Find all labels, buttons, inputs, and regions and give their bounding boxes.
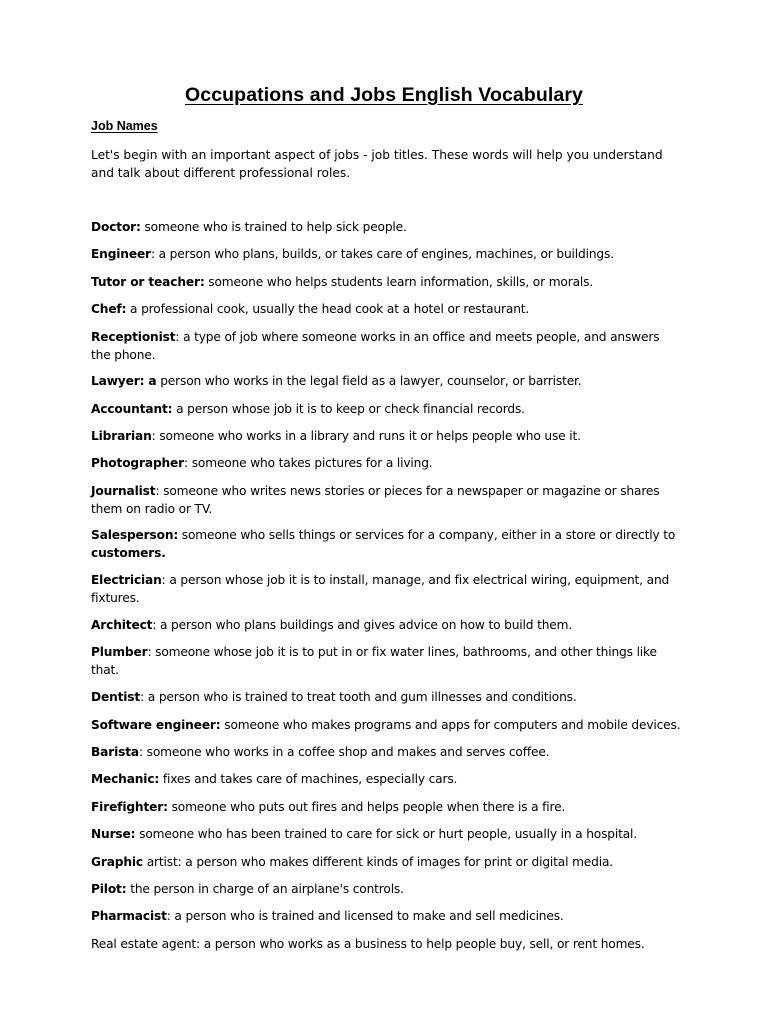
entry-definition: : someone who takes pictures for a living. <box>184 456 433 471</box>
list-item <box>91 300 681 318</box>
entry-definition: artist: a person who makes different kinds of images for print or digital media. <box>143 854 613 869</box>
intro-paragraph: Let's begin with an important aspect of jobs - job titles. These words will help you understand and talk about different professional roles. <box>91 148 663 180</box>
entry-definition: : someone who writes news stories or pieces for a newspaper or magazine or shares them on radio or TV. <box>91 483 660 516</box>
entry-term: Electrician <box>91 572 162 587</box>
list-item <box>91 853 681 871</box>
list-item <box>91 825 681 843</box>
entry-term: Accountant: <box>91 401 173 416</box>
entry-term: Architect <box>91 617 153 632</box>
entry-term: Chef: <box>91 302 127 317</box>
entry-term: Librarian <box>91 428 152 443</box>
list-item <box>91 616 681 634</box>
list-item <box>91 454 681 472</box>
list-item <box>91 526 681 562</box>
list-item <box>91 328 681 364</box>
list-item <box>91 798 681 816</box>
list-item <box>91 571 681 607</box>
list-item <box>91 770 681 788</box>
page-title: Occupations and Jobs English Vocabulary <box>185 84 583 106</box>
entry-term: Journalist <box>91 483 156 498</box>
entry-definition: : someone who works in a coffee shop and makes and serves coffee. <box>138 745 550 760</box>
entry-term: Salesperson: <box>91 528 179 543</box>
entry-definition: : a person who is trained and licensed to make and sell medicines. <box>166 909 564 924</box>
entry-term: Pilot: <box>91 882 127 897</box>
entry-definition: : someone who works in a library and runs it or helps people who use it. <box>151 428 581 443</box>
entry-definition: the person in charge of an airplane's controls. <box>126 882 404 897</box>
entry-term: Pharmacist <box>91 909 167 924</box>
entry-definition: someone who has been trained to care for sick or hurt people, usually in a hospital. <box>135 827 638 842</box>
entry-term: Lawyer: a <box>91 374 157 389</box>
list-item <box>91 427 681 445</box>
entry-term: Nurse: <box>91 827 136 842</box>
list-item <box>91 245 681 263</box>
entry-term: Photographer <box>91 456 185 471</box>
list-item <box>91 935 681 953</box>
entry-definition: someone who sells things or services for a company, either in a store or directly to <box>178 528 676 543</box>
entry-definition: someone who puts out fires and helps people when there is a fire. <box>167 799 566 814</box>
entry-definition: person who works in the legal field as a lawyer, counselor, or barrister. <box>156 374 582 389</box>
list-item <box>91 907 681 925</box>
entry-term: Engineer <box>91 247 151 262</box>
list-item <box>91 218 681 236</box>
entry-definition: : a person who plans, builds, or takes care of engines, machines, or buildings. <box>150 247 614 262</box>
entry-definition: : someone whose job it is to put in or fix water lines, bathrooms, and other things like that. <box>91 644 657 677</box>
entry-term-tail: customers. <box>91 546 166 561</box>
list-item <box>91 880 681 898</box>
entry-term: Plumber <box>91 644 148 659</box>
list-item <box>91 716 681 734</box>
list-item <box>91 743 681 761</box>
entry-term: Firefighter: <box>91 799 168 814</box>
list-item <box>91 400 681 418</box>
entry-term: Software engineer: <box>91 717 221 732</box>
entry-term: Receptionist <box>91 329 176 344</box>
list-item <box>91 273 681 291</box>
entry-term: Doctor: <box>91 220 141 234</box>
entry-definition: : a person who is trained to treat tooth and gum illnesses and conditions. <box>140 690 577 705</box>
entry-term: Graphic <box>91 854 143 869</box>
entry-definition: someone who makes programs and apps for computers and mobile devices. <box>220 717 681 732</box>
entry-definition: : a type of job where someone works in an office and meets people, and answers the phone. <box>91 329 660 362</box>
list-item <box>91 372 681 390</box>
section-heading: Job Names <box>91 119 158 133</box>
entry-definition: Real estate agent: a person who works as a business to help people buy, sell, or rent homes. <box>91 936 645 951</box>
entry-definition: someone who is trained to help sick people. <box>140 220 407 234</box>
entry-definition: fixes and takes care of machines, especially cars. <box>159 772 458 787</box>
entry-definition: a person whose job it is to keep or check financial records. <box>172 401 525 416</box>
entry-definition: someone who helps students learn information, skills, or morals. <box>204 274 594 289</box>
entry-definition: : a person who plans buildings and gives advice on how to build them. <box>152 617 573 632</box>
job-entries-list <box>91 218 681 962</box>
entry-term: Barista <box>91 745 139 760</box>
list-item <box>91 643 681 679</box>
entry-term: Dentist <box>91 690 141 705</box>
entry-term: Mechanic: <box>91 772 160 787</box>
entry-definition: : a person whose job it is to install, manage, and fix electrical wiring, equipment, and fixtures. <box>91 572 670 605</box>
entry-term: Tutor or teacher: <box>91 274 205 289</box>
list-item <box>91 482 681 518</box>
list-item <box>91 688 681 706</box>
entry-definition: a professional cook, usually the head cook at a hotel or restaurant. <box>126 302 530 317</box>
